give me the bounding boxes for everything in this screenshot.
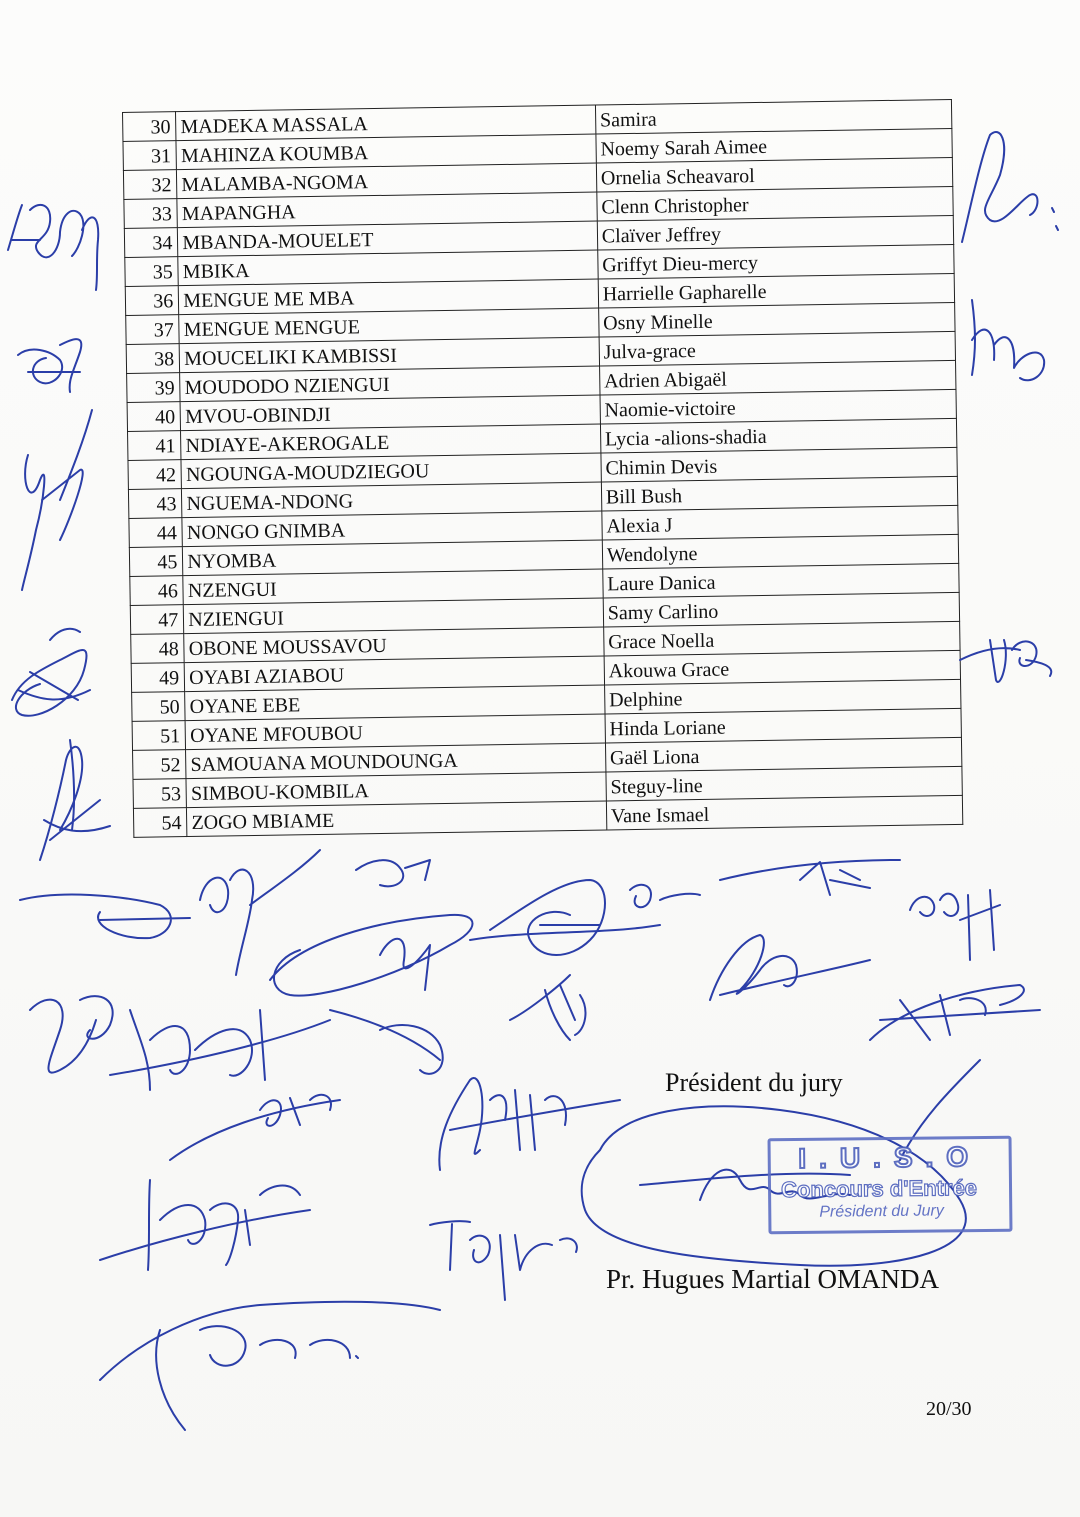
jury-stamp (768, 1136, 1013, 1235)
row-firstname: Adrien Abigaël (599, 360, 956, 395)
row-surname: NGUEMA-NDONG (182, 482, 602, 518)
row-surname: MADEKA MASSALA (176, 105, 596, 141)
page-number: 20/30 (926, 1398, 972, 1420)
row-firstname: Gaël Liona (605, 737, 962, 772)
row-firstname: Naomie-victoire (600, 389, 957, 424)
row-number: 39 (127, 373, 181, 403)
row-number: 32 (123, 170, 177, 200)
row-number: 46 (130, 576, 184, 606)
row-surname: NZENGUI (183, 569, 603, 605)
signature-right-3 (960, 640, 1051, 682)
row-firstname: Wendolyne (602, 534, 959, 569)
row-number: 43 (128, 489, 182, 519)
signature-bottom-5 (470, 880, 660, 955)
row-number: 42 (128, 460, 182, 490)
row-surname: MALAMBA-NGOMA (177, 163, 597, 199)
row-surname: MBIKA (178, 250, 598, 286)
president-role: Président du jury (665, 1068, 843, 1097)
row-number: 48 (131, 634, 185, 664)
row-number: 49 (131, 663, 185, 693)
row-number: 38 (126, 344, 180, 374)
row-surname: OYANE EBE (185, 685, 605, 721)
row-firstname: Julva-grace (599, 331, 956, 366)
signature-right-1 (962, 132, 1058, 242)
row-firstname: Delphine (604, 679, 961, 714)
row-number: 51 (132, 721, 186, 751)
row-surname: NGOUNGA-MOUDZIEGOU (181, 453, 601, 489)
row-surname: MENGUE MENGUE (179, 308, 599, 344)
row-number: 31 (123, 141, 177, 171)
row-firstname: Osny Minelle (598, 302, 955, 337)
signature-bottom-6 (630, 885, 700, 907)
signature-left-2 (18, 339, 81, 392)
row-number: 52 (133, 750, 187, 780)
signature-bottom-12 (110, 1010, 330, 1090)
row-surname: MENGUE ME MBA (179, 279, 599, 315)
row-surname: MOUDODO NZIENGUI (180, 366, 600, 402)
row-number: 45 (129, 547, 183, 577)
row-firstname: Samy Carlino (603, 592, 960, 627)
signature-bottom-11 (30, 996, 113, 1072)
president-name: Pr. Hugues Martial OMANDA (606, 1264, 939, 1294)
row-surname: ZOGO MBIAME (187, 801, 607, 837)
row-surname: OBONE MOUSSAVOU (184, 627, 604, 663)
row-number: 41 (128, 431, 182, 461)
signature-right-2 (972, 300, 1044, 380)
signature-left-3 (22, 410, 92, 590)
row-firstname: Claïver Jeffrey (597, 215, 954, 250)
signature-bottom-8 (910, 890, 1000, 960)
row-firstname: Hinda Loriane (605, 708, 962, 743)
row-number: 34 (124, 228, 178, 258)
row-firstname: Chimin Devis (601, 447, 958, 482)
row-surname: NONGO GNIMBA (182, 511, 602, 547)
row-firstname: Grace Noella (603, 621, 960, 656)
signature-left-1 (8, 205, 98, 290)
row-surname: MVOU-OBINDJI (180, 395, 600, 431)
signature-bottom-2 (200, 850, 320, 975)
row-firstname: Laure Danica (603, 563, 960, 598)
signature-bottom-3 (270, 915, 473, 996)
row-firstname: Samira (595, 99, 952, 134)
row-firstname: Griffyt Dieu-mercy (598, 244, 955, 279)
signature-bottom-17 (100, 1180, 310, 1270)
row-firstname: Steguy-line (606, 766, 963, 801)
row-surname: MOUCELIKI KAMBISSI (179, 337, 599, 373)
row-number: 30 (123, 112, 177, 142)
row-surname: NDIAYE-AKEROGALE (181, 424, 601, 460)
row-surname: OYABI AZIABOU (184, 656, 604, 692)
row-surname: OYANE MFOUBOU (185, 714, 605, 750)
row-firstname: Clenn Christopher (597, 186, 954, 221)
row-firstname: Lycia -alions-shadia (600, 418, 957, 453)
row-surname: MBANDA-MOUELET (178, 221, 598, 257)
stamp-line-1: Concours d'Entrée (780, 1175, 978, 1203)
row-number: 36 (125, 286, 179, 316)
signature-bottom-7 (720, 860, 900, 895)
signature-bottom-14 (510, 975, 585, 1040)
row-firstname: Ornelia Scheavarol (596, 157, 953, 192)
signature-bottom-19 (100, 1302, 440, 1430)
signature-bottom-16 (439, 1078, 620, 1170)
stamp-acronym: I.U.S.O (798, 1141, 982, 1174)
signature-bottom-10 (870, 985, 1040, 1040)
row-number: 53 (133, 779, 187, 809)
stamp-line-2: Président du Jury (819, 1202, 944, 1221)
row-number: 44 (129, 518, 183, 548)
row-firstname: Bill Bush (601, 476, 958, 511)
row-number: 40 (127, 402, 181, 432)
signature-left-4 (12, 629, 90, 716)
row-firstname: Akouwa Grace (604, 650, 961, 685)
row-firstname: Vane Ismael (606, 795, 963, 830)
row-firstname: Harrielle Gapharelle (598, 273, 955, 308)
row-number: 50 (132, 692, 186, 722)
signature-left-5 (40, 740, 110, 860)
signature-bottom-15 (170, 1095, 340, 1160)
row-number: 47 (130, 605, 184, 635)
row-number: 33 (124, 199, 178, 229)
signature-bottom-1 (20, 895, 190, 939)
row-firstname: Noemy Sarah Aimee (596, 128, 953, 163)
row-surname: NZIENGUI (184, 598, 604, 634)
row-number: 37 (126, 315, 180, 345)
signature-bottom-13 (330, 1010, 443, 1074)
row-number: 35 (125, 257, 179, 287)
row-surname: SAMOUANA MOUNDOUNGA (186, 743, 606, 779)
signature-bottom-9 (710, 935, 870, 1000)
signature-bottom-18 (430, 1221, 577, 1300)
row-surname: MAHINZA KOUMBA (176, 134, 596, 170)
row-surname: MAPANGHA (177, 192, 597, 228)
row-number: 54 (133, 808, 187, 838)
row-firstname: Alexia J (602, 505, 959, 540)
signature-bottom-4 (356, 860, 430, 886)
row-surname: SIMBOU-KOMBILA (186, 772, 606, 808)
row-surname: NYOMBA (183, 540, 603, 576)
